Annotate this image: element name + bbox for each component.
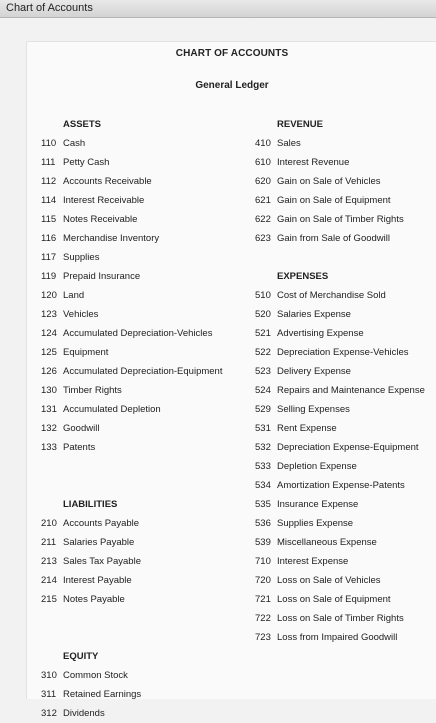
account-name: Timber Rights bbox=[63, 385, 122, 396]
account-number: 720 bbox=[255, 575, 271, 586]
account-row bbox=[255, 590, 425, 609]
account-name: Depreciation Expense-Equipment bbox=[277, 442, 419, 453]
account-row bbox=[41, 172, 222, 191]
account-row bbox=[41, 362, 222, 381]
account-row bbox=[255, 400, 425, 419]
left-column bbox=[41, 115, 222, 723]
account-row bbox=[255, 381, 425, 400]
account-name: Sales bbox=[277, 138, 301, 149]
account-name: Loss on Sale of Timber Rights bbox=[277, 613, 404, 624]
account-number: 131 bbox=[41, 404, 57, 415]
chart-of-accounts-panel bbox=[26, 41, 436, 719]
account-number: 133 bbox=[41, 442, 57, 453]
account-name: Notes Receivable bbox=[63, 214, 138, 225]
account-row bbox=[255, 476, 425, 495]
account-number: 523 bbox=[255, 366, 271, 377]
account-name: Repairs and Maintenance Expense bbox=[277, 385, 425, 396]
account-number: 132 bbox=[41, 423, 57, 434]
account-number: 623 bbox=[255, 233, 271, 244]
account-number: 311 bbox=[41, 689, 57, 700]
account-number: 529 bbox=[255, 404, 271, 415]
account-row bbox=[41, 134, 222, 153]
account-name: Gain on Sale of Vehicles bbox=[277, 176, 381, 187]
account-name: Vehicles bbox=[63, 309, 99, 320]
account-number: 534 bbox=[255, 480, 271, 491]
account-row bbox=[41, 514, 222, 533]
account-row bbox=[255, 533, 425, 552]
account-number: 111 bbox=[41, 157, 56, 168]
account-row bbox=[255, 419, 425, 438]
account-name: Salaries Payable bbox=[63, 537, 135, 548]
revenue-heading: REVENUE bbox=[277, 119, 323, 130]
account-number: 126 bbox=[41, 366, 57, 377]
expenses-heading: EXPENSES bbox=[277, 271, 329, 282]
account-name: Amortization Expense-Patents bbox=[277, 480, 405, 491]
account-row bbox=[41, 153, 222, 172]
assets-heading: ASSETS bbox=[63, 119, 102, 130]
equity-list bbox=[41, 666, 222, 723]
account-row bbox=[41, 438, 222, 457]
account-number: 710 bbox=[255, 556, 271, 567]
account-number: 211 bbox=[41, 537, 57, 548]
account-row bbox=[255, 609, 425, 628]
account-row bbox=[255, 305, 425, 324]
account-row bbox=[255, 514, 425, 533]
account-number: 120 bbox=[41, 290, 57, 301]
account-name: Accounts Payable bbox=[63, 518, 140, 529]
account-number: 521 bbox=[255, 328, 271, 339]
account-name: Equipment bbox=[63, 347, 109, 358]
revenue-list bbox=[255, 134, 425, 248]
account-row bbox=[255, 552, 425, 571]
account-name: Gain on Sale of Timber Rights bbox=[277, 214, 404, 225]
account-name: Interest Expense bbox=[277, 556, 349, 567]
document-subtitle: General Ledger bbox=[195, 80, 269, 91]
account-number: 215 bbox=[41, 594, 57, 605]
account-name: Goodwill bbox=[63, 423, 100, 434]
account-number: 532 bbox=[255, 442, 271, 453]
account-row bbox=[41, 381, 222, 400]
account-row bbox=[255, 495, 425, 514]
assets-list bbox=[41, 134, 222, 457]
account-name: Common Stock bbox=[63, 670, 128, 681]
account-number: 539 bbox=[255, 537, 271, 548]
account-row bbox=[255, 571, 425, 590]
account-name: Interest Receivable bbox=[63, 195, 145, 206]
account-row bbox=[41, 267, 222, 286]
account-name: Salaries Expense bbox=[277, 309, 351, 320]
account-number: 621 bbox=[255, 195, 271, 206]
account-number: 610 bbox=[255, 157, 271, 168]
account-name: Accumulated Depreciation-Vehicles bbox=[63, 328, 213, 339]
account-number: 110 bbox=[41, 138, 57, 149]
account-row bbox=[255, 229, 425, 248]
account-name: Accounts Receivable bbox=[63, 176, 152, 187]
account-row bbox=[41, 419, 222, 438]
account-row bbox=[41, 552, 222, 571]
account-row bbox=[255, 172, 425, 191]
account-name: Supplies Expense bbox=[277, 518, 354, 529]
account-name: Depreciation Expense-Vehicles bbox=[277, 347, 409, 358]
account-name: Accumulated Depreciation-Equipment bbox=[63, 366, 223, 377]
account-name: Rent Expense bbox=[277, 423, 337, 434]
account-number: 115 bbox=[41, 214, 57, 225]
account-row bbox=[41, 229, 222, 248]
account-name: Selling Expenses bbox=[277, 404, 350, 415]
account-number: 410 bbox=[255, 138, 271, 149]
account-row bbox=[41, 191, 222, 210]
account-number: 214 bbox=[41, 575, 57, 586]
account-number: 114 bbox=[41, 195, 57, 206]
account-name: Loss on Sale of Vehicles bbox=[277, 575, 381, 586]
account-name: Gain from Sale of Goodwill bbox=[277, 233, 390, 244]
account-row bbox=[41, 590, 222, 609]
account-row bbox=[255, 324, 425, 343]
account-name: Insurance Expense bbox=[277, 499, 359, 510]
account-row bbox=[255, 343, 425, 362]
account-row bbox=[41, 343, 222, 362]
account-number: 510 bbox=[255, 290, 271, 301]
account-number: 213 bbox=[41, 556, 57, 567]
account-row bbox=[255, 286, 425, 305]
account-number: 310 bbox=[41, 670, 57, 681]
account-name: Interest Payable bbox=[63, 575, 132, 586]
right-column bbox=[255, 115, 425, 647]
account-number: 622 bbox=[255, 214, 271, 225]
account-name: Interest Revenue bbox=[277, 157, 350, 168]
window-title: Chart of Accounts bbox=[0, 0, 436, 18]
account-number: 117 bbox=[41, 252, 57, 263]
account-number: 620 bbox=[255, 176, 271, 187]
account-name: Patents bbox=[63, 442, 96, 453]
account-row bbox=[255, 153, 425, 172]
account-name: Retained Earnings bbox=[63, 689, 142, 700]
account-number: 722 bbox=[255, 613, 271, 624]
account-row bbox=[41, 666, 222, 685]
account-row bbox=[41, 685, 222, 704]
account-name: Prepaid Insurance bbox=[63, 271, 141, 282]
account-row bbox=[255, 438, 425, 457]
liabilities-list bbox=[41, 514, 222, 609]
account-row bbox=[41, 704, 222, 723]
account-row bbox=[41, 324, 222, 343]
account-name: Notes Payable bbox=[63, 594, 125, 605]
account-row bbox=[41, 305, 222, 324]
account-row bbox=[255, 362, 425, 381]
account-name: Dividends bbox=[63, 708, 105, 719]
account-number: 535 bbox=[255, 499, 271, 510]
account-number: 312 bbox=[41, 708, 57, 719]
account-row bbox=[255, 210, 425, 229]
account-number: 119 bbox=[41, 271, 57, 282]
account-number: 536 bbox=[255, 518, 271, 529]
account-row bbox=[255, 191, 425, 210]
account-row bbox=[255, 457, 425, 476]
account-name: Merchandise Inventory bbox=[63, 233, 160, 244]
account-row bbox=[41, 533, 222, 552]
account-number: 116 bbox=[41, 233, 57, 244]
expenses-list bbox=[255, 286, 425, 647]
account-number: 520 bbox=[255, 309, 271, 320]
account-name: Depletion Expense bbox=[277, 461, 357, 472]
account-number: 533 bbox=[255, 461, 271, 472]
account-row bbox=[41, 571, 222, 590]
account-row bbox=[41, 248, 222, 267]
account-name: Miscellaneous Expense bbox=[277, 537, 377, 548]
document-title: CHART OF ACCOUNTS bbox=[175, 48, 289, 59]
account-name: Gain on Sale of Equipment bbox=[277, 195, 391, 206]
account-number: 130 bbox=[41, 385, 57, 396]
account-row bbox=[255, 628, 425, 647]
account-name: Supplies bbox=[63, 252, 100, 263]
account-name: Loss from Impaired Goodwill bbox=[277, 632, 398, 643]
account-row bbox=[255, 134, 425, 153]
account-number: 125 bbox=[41, 347, 57, 358]
account-number: 524 bbox=[255, 385, 271, 396]
liabilities-heading: LIABILITIES bbox=[63, 499, 118, 510]
account-number: 721 bbox=[255, 594, 271, 605]
equity-heading: EQUITY bbox=[63, 651, 99, 662]
account-name: Sales Tax Payable bbox=[63, 556, 141, 567]
account-number: 522 bbox=[255, 347, 271, 358]
account-name: Advertising Expense bbox=[277, 328, 364, 339]
account-row bbox=[41, 286, 222, 305]
account-number: 124 bbox=[41, 328, 57, 339]
account-name: Cash bbox=[63, 138, 86, 149]
account-number: 723 bbox=[255, 632, 271, 643]
account-number: 210 bbox=[41, 518, 57, 529]
account-name: Cost of Merchandise Sold bbox=[277, 290, 386, 301]
account-number: 123 bbox=[41, 309, 57, 320]
account-name: Accumulated Depletion bbox=[63, 404, 161, 415]
account-number: 531 bbox=[255, 423, 271, 434]
account-name: Petty Cash bbox=[63, 157, 110, 168]
account-row bbox=[41, 210, 222, 229]
account-name: Delivery Expense bbox=[277, 366, 351, 377]
account-row bbox=[41, 400, 222, 419]
account-name: Land bbox=[63, 290, 85, 301]
account-name: Loss on Sale of Equipment bbox=[277, 594, 391, 605]
account-number: 112 bbox=[41, 176, 57, 187]
